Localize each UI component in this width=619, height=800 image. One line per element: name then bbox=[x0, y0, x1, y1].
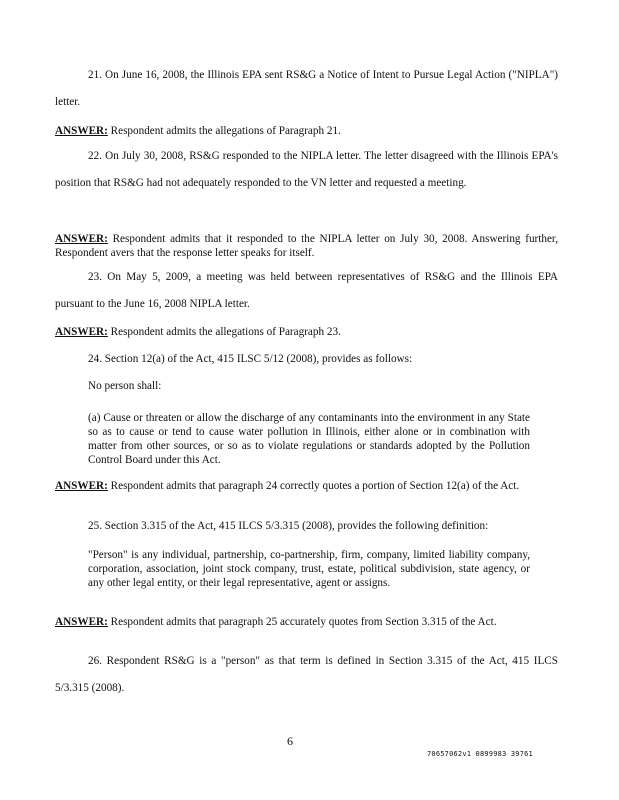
paragraph-25: 25. Section 3.315 of the Act, 415 ILCS 5/3.315 (2008), provides the following definition: bbox=[88, 520, 489, 532]
answer-label: ANSWER: bbox=[55, 616, 108, 628]
paragraph-24: 24. Section 12(a) of the Act, 415 ILSC 5/12 (2008), provides as follows: bbox=[88, 353, 413, 365]
quote-24-body: (a) Cause or threaten or allow the discharge of any contaminants into the environment in any State so as to cause or tend to cause water pollution in Illinois, either alone or in combination with matter from other sources, or so as to violate regulations or standards adopted by the Pollution Control Board under this Act. bbox=[88, 412, 530, 466]
answer-text: Respondent admits the allegations of Paragraph 21. bbox=[110, 125, 341, 137]
answer-text: Respondent admits that paragraph 25 accurately quotes from Section 3.315 of the Act. bbox=[110, 616, 497, 628]
paragraph-23: 23. On May 5, 2009, a meeting was held between representatives of RS&G and the Illinois EPA pursuant to the June 16, 2008 NIPLA letter. bbox=[55, 271, 558, 310]
answer-text: Respondent admits the allegations of Paragraph 23. bbox=[110, 326, 341, 338]
document-footer-id: 70657062v1 0899983 39761 bbox=[427, 750, 533, 758]
answer-text: Respondent admits that it responded to the NIPLA letter on July 30, 2008. Answering further, Respondent avers that the response letter speaks for itself. bbox=[55, 233, 559, 259]
answer-23 bbox=[55, 325, 558, 339]
quote-25-body: "Person" is any individual, partnership, co-partnership, firm, company, limited liability company, corporation, association, joint stock company, trust, estate, political subdivision, state agency, or any other legal entity, or their legal representative, agent or assigns. bbox=[88, 549, 530, 589]
answer-label: ANSWER: bbox=[55, 480, 108, 492]
answer-text: Respondent admits that paragraph 24 correctly quotes a portion of Section 12(a) of the Act. bbox=[110, 480, 520, 492]
answer-label: ANSWER: bbox=[55, 233, 108, 245]
paragraph-21: 21. On June 16, 2008, the Illinois EPA sent RS&G a Notice of Intent to Pursue Legal Action ("NIPLA") letter. bbox=[55, 69, 558, 108]
page-number: 6 bbox=[287, 734, 293, 748]
paragraph-26: 26. Respondent RS&G is a "person" as that term is defined in Section 3.315 of the Act, 415 ILCS 5/3.315 (2008). bbox=[55, 655, 558, 694]
answer-label: ANSWER: bbox=[55, 326, 108, 338]
answer-22 bbox=[55, 232, 558, 260]
answer-25 bbox=[55, 615, 558, 629]
paragraph-22: 22. On July 30, 2008, RS&G responded to the NIPLA letter. The letter disagreed with the Illinois EPA's position that RS&G had not adequately responded to the VN letter and requested a meeting. bbox=[55, 150, 558, 189]
answer-label: ANSWER: bbox=[55, 125, 108, 137]
answer-24 bbox=[55, 479, 558, 493]
answer-21 bbox=[55, 124, 558, 138]
quote-24-intro: No person shall: bbox=[88, 380, 162, 392]
